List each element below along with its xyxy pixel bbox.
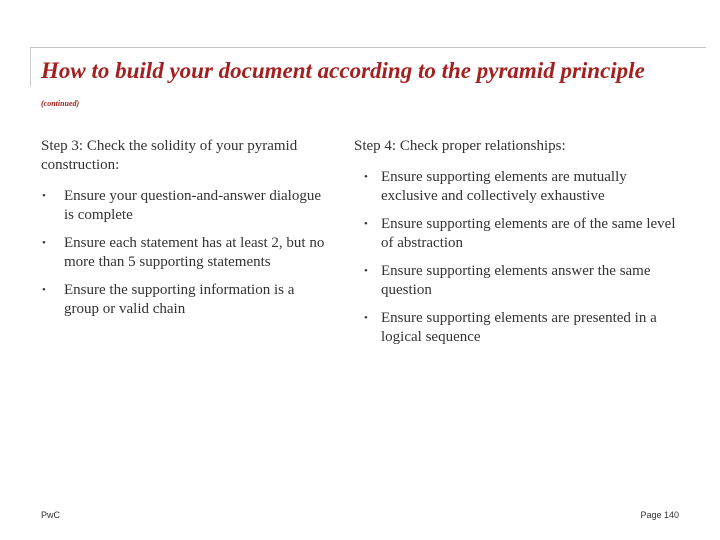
bullet-icon: •	[42, 190, 46, 202]
list-item-text: Ensure supporting elements are of the same level of abstraction	[381, 216, 676, 251]
page-number: Page 140	[640, 510, 679, 520]
slide-title-sub: (continued)	[41, 99, 80, 108]
list-item	[41, 234, 331, 272]
left-column	[41, 137, 331, 328]
list-item	[41, 187, 331, 225]
left-heading: Step 3: Check the solidity of your pyramid construction:	[41, 138, 298, 173]
list-item-text: Ensure the supporting information is a group or valid chain	[64, 282, 295, 317]
top-rule	[30, 47, 706, 48]
list-item	[354, 215, 684, 253]
slide-title	[41, 57, 681, 118]
slide-title-main: How to build your document according to the pyramid principle	[41, 58, 645, 83]
footer-brand: PwC	[41, 510, 61, 520]
list-item	[41, 281, 331, 319]
left-rule	[30, 47, 31, 87]
list-item-text: Ensure your question-and-answer dialogue is complete	[64, 188, 322, 223]
right-column	[354, 137, 684, 356]
list-item-text: Ensure supporting elements are presented in a logical sequence	[381, 310, 657, 345]
bullet-icon: •	[364, 265, 368, 277]
bullet-icon: •	[364, 218, 368, 230]
bullet-icon: •	[364, 312, 368, 324]
bullet-icon: •	[364, 171, 368, 183]
list-item	[354, 262, 684, 300]
right-heading: Step 4: Check proper relationships:	[354, 138, 566, 154]
bullet-icon: •	[42, 284, 46, 296]
list-item	[354, 168, 684, 206]
list-item-text: Ensure supporting elements answer the same question	[381, 263, 651, 298]
left-bullet-list	[41, 187, 331, 319]
list-item	[354, 309, 684, 347]
right-bullet-list	[354, 168, 684, 347]
list-item-text: Ensure supporting elements are mutually exclusive and collectively exhaustive	[381, 169, 627, 204]
bullet-icon: •	[42, 237, 46, 249]
list-item-text: Ensure each statement has at least 2, but no more than 5 supporting statements	[64, 235, 325, 270]
